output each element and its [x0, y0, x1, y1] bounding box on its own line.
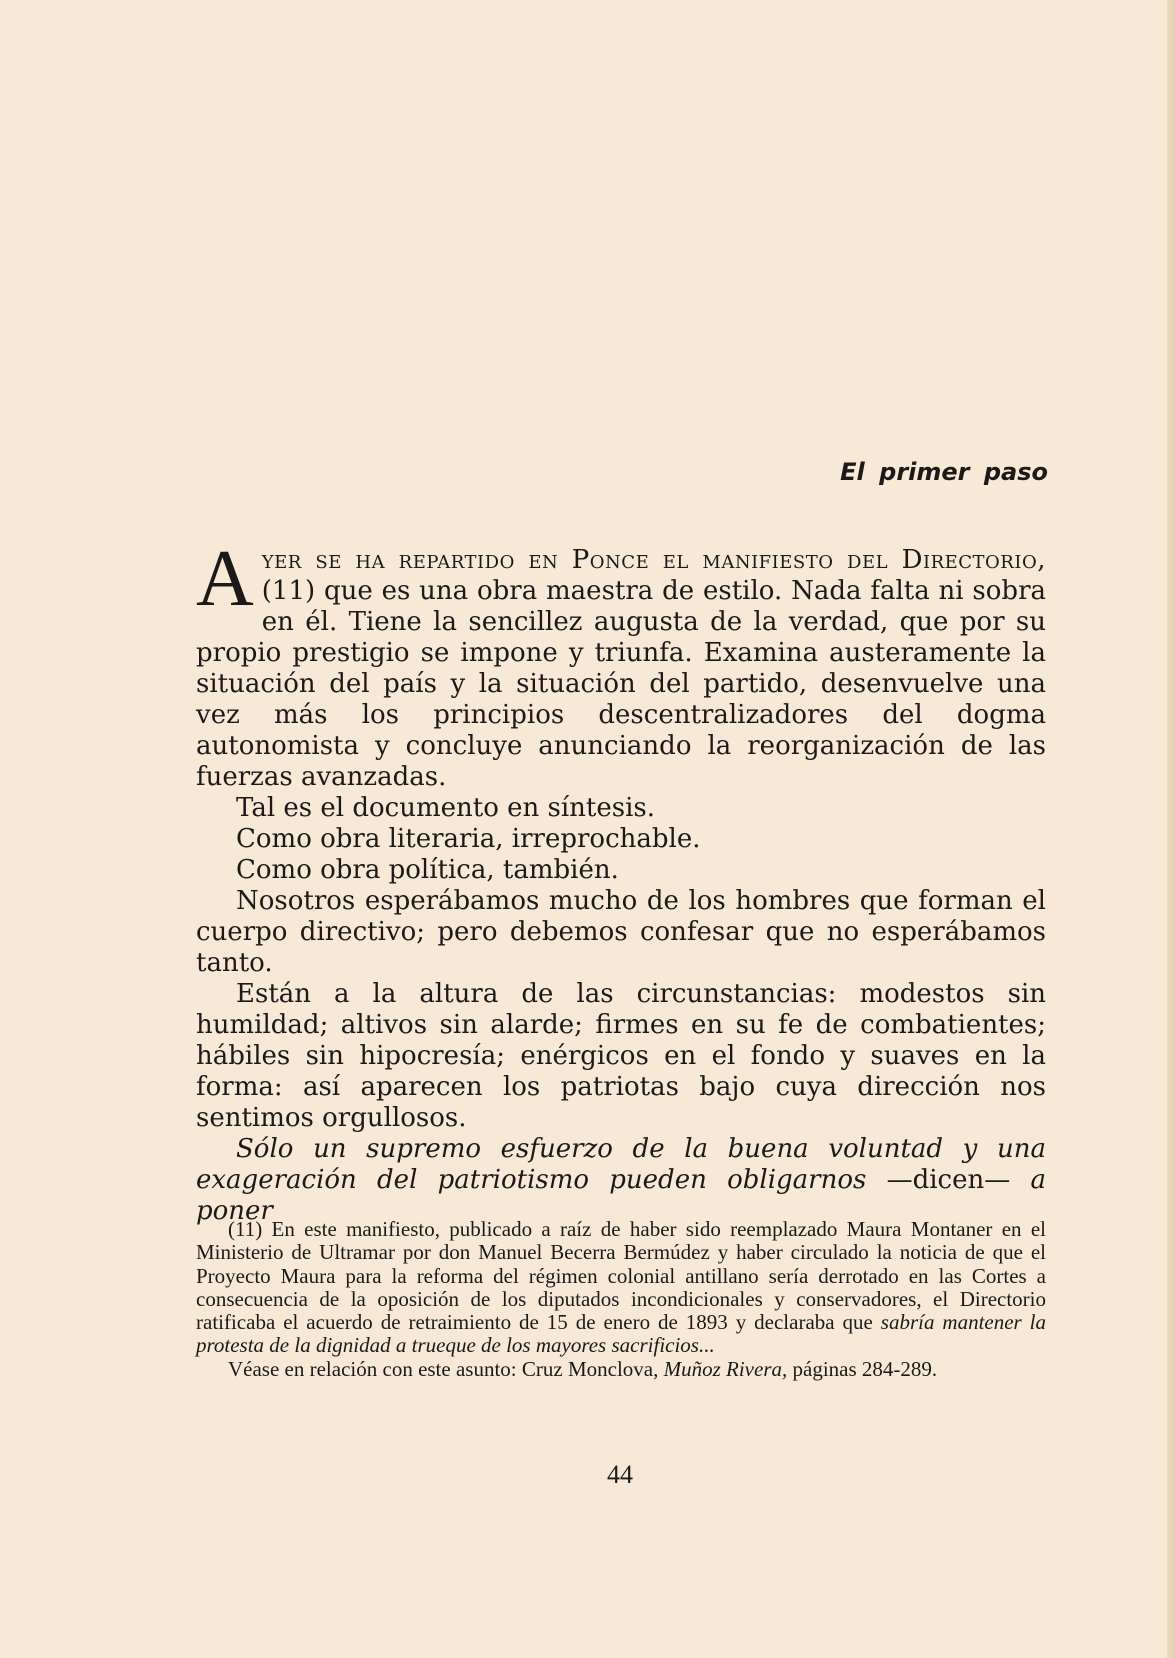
paragraph-2: Tal es el documento en síntesis.	[236, 793, 656, 823]
footnote-ref-italic: Muñoz Rivera,	[663, 1356, 788, 1381]
footnote-reference	[196, 1358, 1046, 1381]
footnote-ref-text-b: páginas 284-289.	[787, 1356, 938, 1381]
paragraph-7-italic-a: Sólo un supremo esfuerzo de la buena voluntad y una exageración del patriotismo pueden obligarnos	[196, 1134, 1046, 1195]
paragraph-7-italic-b: a poner	[196, 1165, 1046, 1226]
footnotes	[196, 1218, 1046, 1381]
footnote-11	[196, 1218, 1046, 1358]
footnote-11-text: (11) En este manifiesto, publicado a raíz de haber sido reemplazado Maura Montaner en el Ministerio de Ultramar por don Manuel Becerra Bermúdez y haber circulado la noticia de que el Proyecto Maura para la reforma del régimen colonial antillano sería derrotado en las Cortes a consecuencia de la oposición de los diputados incondicionales y conservadores, el Directorio ratificaba el acuerdo de retraimiento de 15 de enero de 1893 y declaraba que	[196, 1217, 1046, 1335]
paragraph-4: Como obra política, también.	[236, 855, 619, 885]
footnote-11-italic: sabría mantener la protesta de la dignidad a trueque de los mayores sacrificios...	[196, 1310, 1046, 1358]
main-text	[196, 535, 1046, 1227]
paragraph-6: Están a la altura de las circunstancias: modestos sin humildad; altivos sin alarde; firmes en su fe de combatientes; hábiles sin hipocresía; enérgicos en el fondo y suaves en la forma: así aparecen los patriotas bajo cuya dirección nos sentimos orgullosos.	[196, 979, 1046, 1133]
page-number: 44	[607, 1460, 633, 1489]
drop-cap: A	[196, 535, 254, 623]
paragraph-7-plain: —dicen—	[866, 1165, 1031, 1195]
footnote-ref-text-a: Véase en relación con este asunto: Cruz Monclova,	[228, 1356, 664, 1381]
page-edge	[1167, 0, 1175, 1658]
bleed-through-shadow	[470, 150, 1050, 380]
paragraph-1	[196, 535, 1046, 793]
paragraph-3: Como obra literaria, irreprochable.	[236, 824, 701, 854]
opening-smallcaps: yer se ha repartido en Ponce el manifiesto del Directorio,	[261, 545, 1046, 575]
paragraph-1-text: (11) que es una obra maestra de estilo. Nada falta ni sobra en él. Tiene la sencillez augusta de la verdad, que por su propio prestigio se impone y triunfa. Examina austeramente la situación del país y la situación del partido, desenvuelve una vez más los principios descentralizadores del dogma autonomista y concluye anunciando la reorganización de las fuerzas avanzadas.	[196, 576, 1046, 792]
chapter-title: El primer paso	[840, 458, 1048, 486]
paragraph-5: Nosotros esperábamos mucho de los hombres que forman el cuerpo directivo; pero debemos confesar que no esperábamos tanto.	[196, 886, 1046, 978]
paragraph-7	[196, 1134, 1046, 1227]
